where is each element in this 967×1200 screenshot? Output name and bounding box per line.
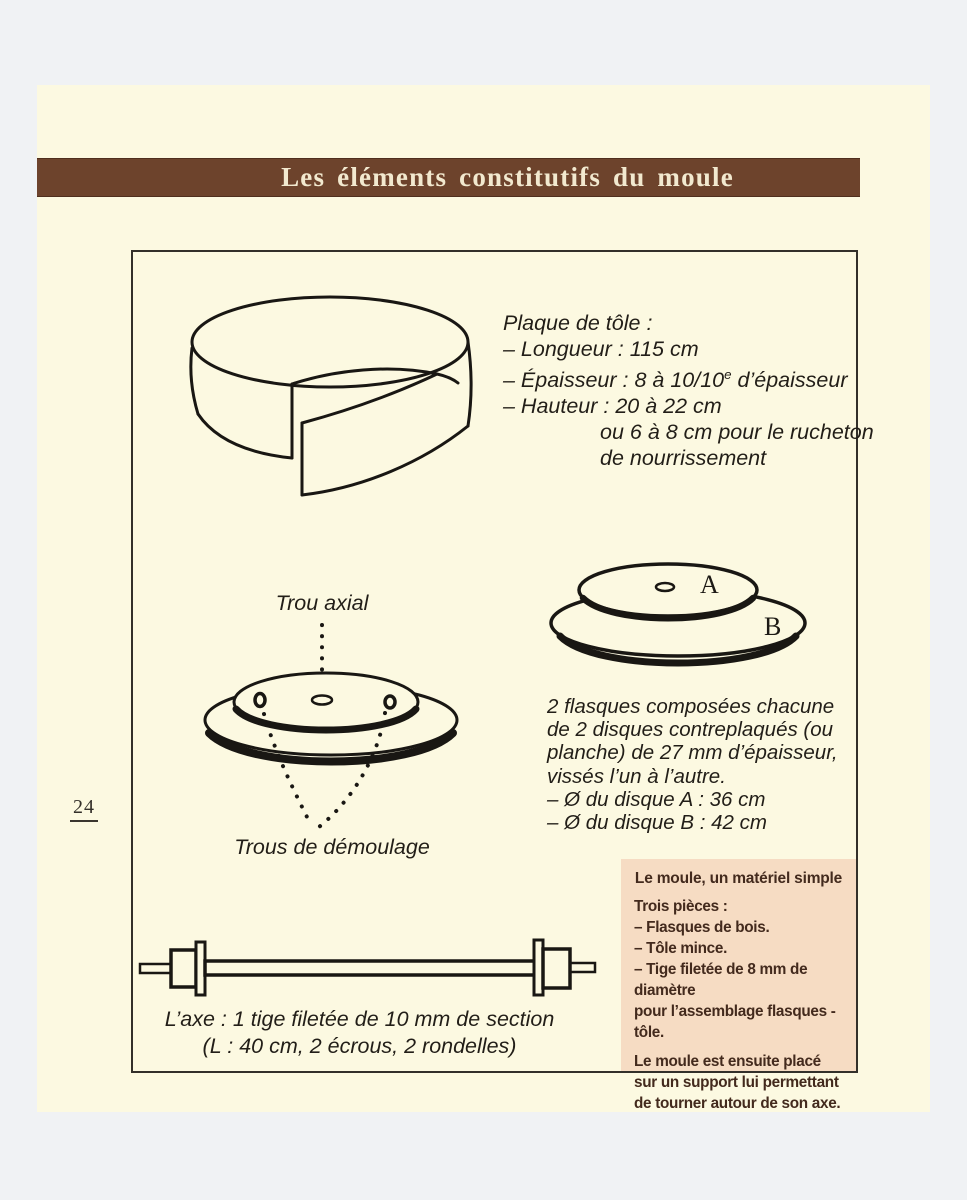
- sheet-metal-ring-drawing: [185, 290, 485, 500]
- page-number: 24: [70, 796, 98, 822]
- plaque-longueur: – Longueur : 115 cm: [503, 336, 699, 361]
- plaque-hauteur: – Hauteur : 20 à 22 cm: [503, 394, 722, 419]
- flasques-line: – Ø du disque B : 42 cm: [547, 811, 767, 835]
- flasques-line: – Ø du disque A : 36 cm: [547, 787, 766, 811]
- plaque-hauteur-suite1: ou 6 à 8 cm pour le rucheton: [600, 419, 874, 444]
- note-line: – Tôle mince.: [634, 940, 728, 957]
- book-page: [37, 85, 930, 1112]
- note-line: – Flasques de bois.: [634, 919, 770, 936]
- note-line: Trois pièces :: [634, 898, 728, 915]
- axle-rod-drawing: [137, 937, 602, 1007]
- plaque-epaisseur-post: d’épaisseur: [731, 368, 848, 393]
- disc-b-label: B: [764, 612, 782, 641]
- note-footer-line: sur un support lui permettant: [634, 1074, 839, 1091]
- axle-caption: [132, 1006, 587, 1059]
- plaque-epaisseur: [503, 362, 883, 394]
- plaque-heading: Plaque de tôle :: [503, 311, 653, 335]
- axle-caption-line1: L’axe : 1 tige filetée de 10 mm de section: [164, 1007, 555, 1031]
- note-title: Le moule, un matériel simple: [634, 870, 843, 887]
- plaque-epaisseur-sup: e: [724, 367, 732, 383]
- trous-demoulage-label: Trous de démoulage: [234, 835, 430, 859]
- flasques-line: 2 flasques composées chacune: [547, 695, 835, 718]
- disc-a-label: A: [700, 570, 719, 599]
- note-footer-line: de tourner autour de son axe.: [634, 1095, 841, 1112]
- trou-axial-label: Trou axial: [275, 591, 369, 615]
- section-title: Les éléments constitutifs du moule: [281, 162, 734, 192]
- plaque-epaisseur-text: – Épaisseur : 8 à 10/10: [503, 368, 725, 393]
- plaque-annotation: [503, 311, 883, 471]
- flasque-holes-drawing: [195, 613, 475, 858]
- note-line: pour l’assemblage flasques - tôle.: [634, 1003, 836, 1041]
- note-line: – Tige filetée de 8 mm de diamètre: [634, 961, 808, 999]
- summary-note-box: [621, 859, 856, 1112]
- flasques-line: planche) de 27 mm d’épaisseur,: [547, 741, 838, 765]
- axle-caption-line2: (L : 40 cm, 2 écrous, 2 rondelles): [202, 1033, 517, 1058]
- flasques-annotation: [547, 695, 877, 834]
- section-title-bar: [37, 158, 860, 197]
- flasques-line: vissés l’un à l’autre.: [547, 764, 726, 788]
- note-footer-line: Le moule est ensuite placé: [634, 1053, 821, 1070]
- plaque-hauteur-suite2: de nourrissement: [600, 445, 767, 470]
- flasques-line: de 2 disques contreplaqués (ou: [547, 718, 834, 742]
